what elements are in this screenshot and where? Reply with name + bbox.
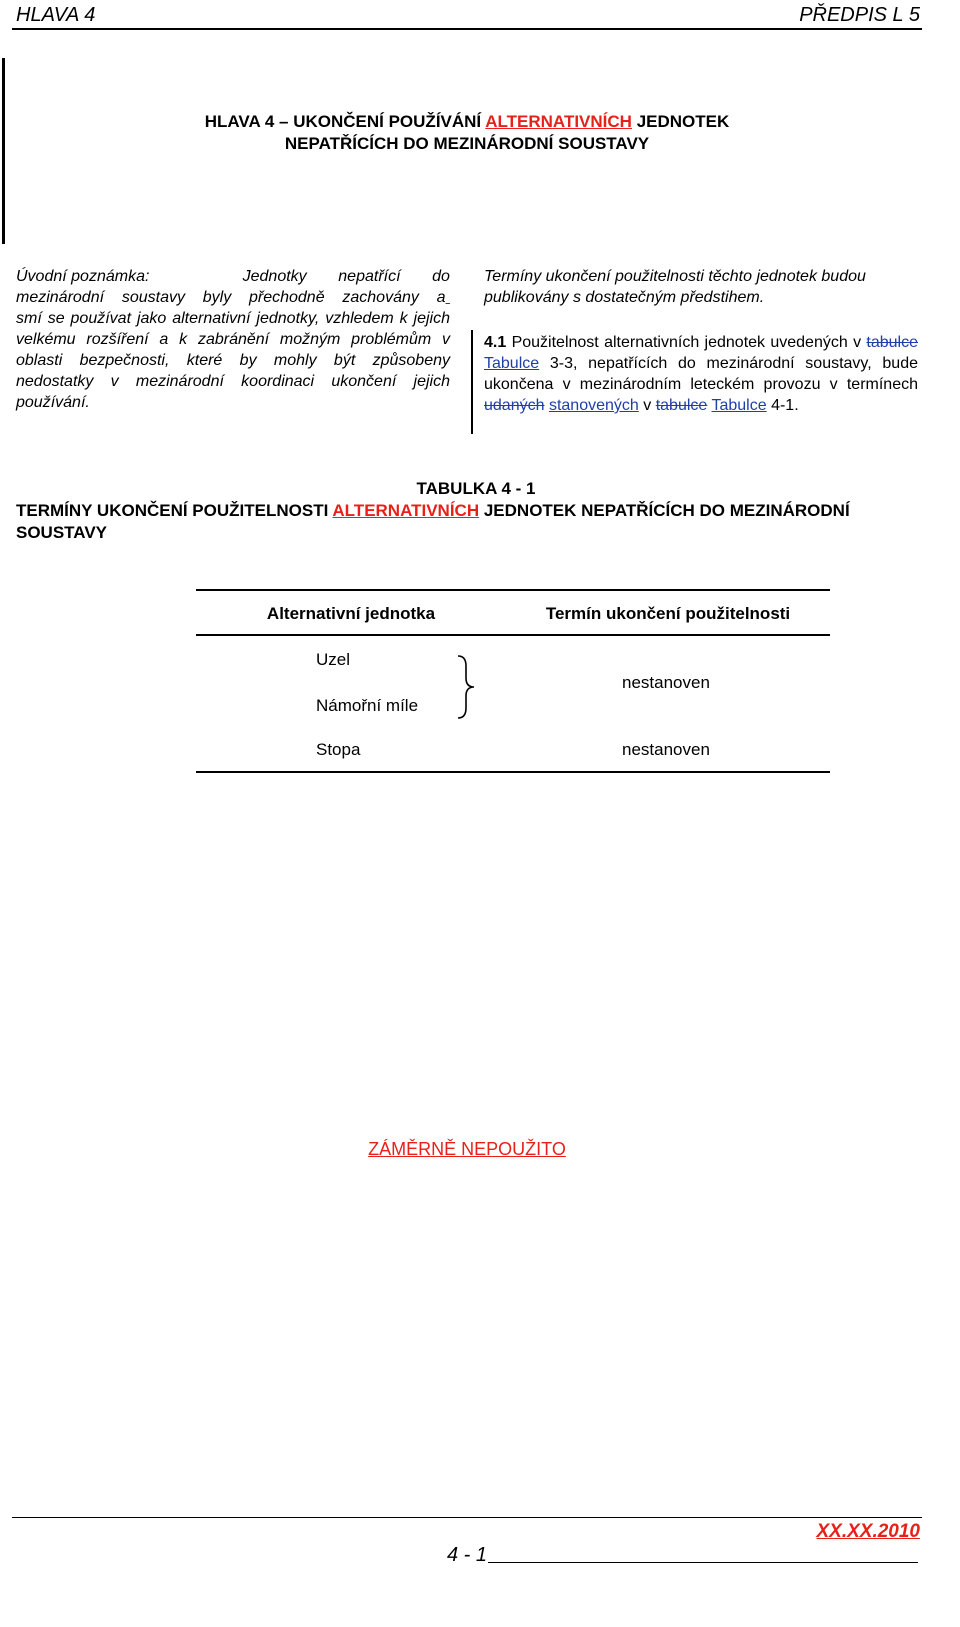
para-text-3: v (643, 397, 652, 414)
intro-note (16, 266, 450, 413)
inserted-text: Tabulce (711, 397, 767, 414)
para-text-4: 4-1. (771, 397, 799, 414)
table-row-unit: Námořní míle (316, 696, 419, 715)
chapter-title (0, 111, 960, 155)
intro-word-3: do (432, 268, 450, 285)
table-row-unit: Uzel (316, 650, 351, 669)
footer-rule (12, 1517, 922, 1518)
column-header-unit: Alternativní jednotka (266, 604, 436, 623)
intro-word-1: Jednotky (242, 268, 307, 285)
inserted-text: Tabulce (484, 355, 540, 372)
table-cell-date: nestanoven (622, 740, 710, 759)
right-note: Termíny ukončení použitelnosti těchto jednotek budou publikovány s dostatečným předstihem. (484, 268, 866, 306)
table-header-rule (196, 634, 830, 636)
title-line2: NEPATŘÍCÍCH DO MEZINÁRODNÍ SOUSTAVY (284, 134, 650, 153)
table-cell-date: nestanoven (622, 673, 710, 692)
column-header-date: Termín ukončení použitelnosti (545, 604, 791, 623)
footer-date: XX.XX.2010 (816, 1521, 920, 1542)
table-top-rule (196, 589, 830, 591)
intro-text-b: smí se používat jako alternativní jednotky, vzhledem k jejich velkému rozšíření a k zabránění možným problémům v oblasti bezpečnosti, které by mohly být způsobeny nedostatky v mezinárodní koordinaci ukončení jejich používání. (16, 310, 450, 411)
table-row-unit: Stopa (316, 740, 361, 759)
intro-label: Úvodní poznámka: (16, 268, 150, 285)
intro-word-2: nepatřící (338, 268, 401, 285)
para-number: 4.1 (484, 334, 507, 351)
intro-text-a: mezinárodní soustavy byly přechodně zachovány a (16, 289, 446, 306)
intentionally-blank-note: ZÁMĚRNĚ NEPOUŽITO (368, 1139, 566, 1159)
title-prefix: HLAVA 4 – UKONČENÍ POUŽÍVÁNÍ (204, 112, 482, 131)
title-rest: JEDNOTEK (636, 112, 730, 131)
para-text-1: Použitelnost alternativních jednotek uvedených v (511, 334, 862, 351)
caption-prefix: TERMÍNY UKONČENÍ POUŽITELNOSTI (16, 501, 329, 520)
deleted-text: tabulce (866, 334, 918, 351)
table-number: TABULKA 4 - 1 (416, 479, 536, 498)
page-number: 4 - 1 (447, 1544, 488, 1566)
header-rule (12, 28, 922, 30)
inserted-text: stanovených (548, 397, 639, 414)
para-text-2: 3-3, nepatřících do mezinárodní soustavy, bude ukončena v mezinárodním leteckém provozu v termínech (484, 355, 918, 393)
caption-inserted-word: ALTERNATIVNÍCH (332, 501, 480, 520)
deleted-text: tabulce (655, 397, 708, 414)
paragraph-4-1 (484, 332, 918, 416)
header-chapter: HLAVA 4 (16, 4, 96, 26)
table-caption (16, 478, 936, 544)
title-inserted-word: ALTERNATIVNÍCH (485, 112, 632, 131)
footer-underline (488, 1562, 918, 1563)
change-bar-2 (471, 330, 473, 434)
deleted-text: udaných (484, 397, 545, 414)
brace-icon (452, 654, 478, 720)
table-bottom-rule (196, 771, 830, 773)
header-regulation: PŘEDPIS L 5 (799, 4, 920, 26)
caption-rest: JEDNOTEK NEPATŘÍCÍCH DO MEZINÁRODNÍ SOUSTAVY (16, 501, 850, 542)
